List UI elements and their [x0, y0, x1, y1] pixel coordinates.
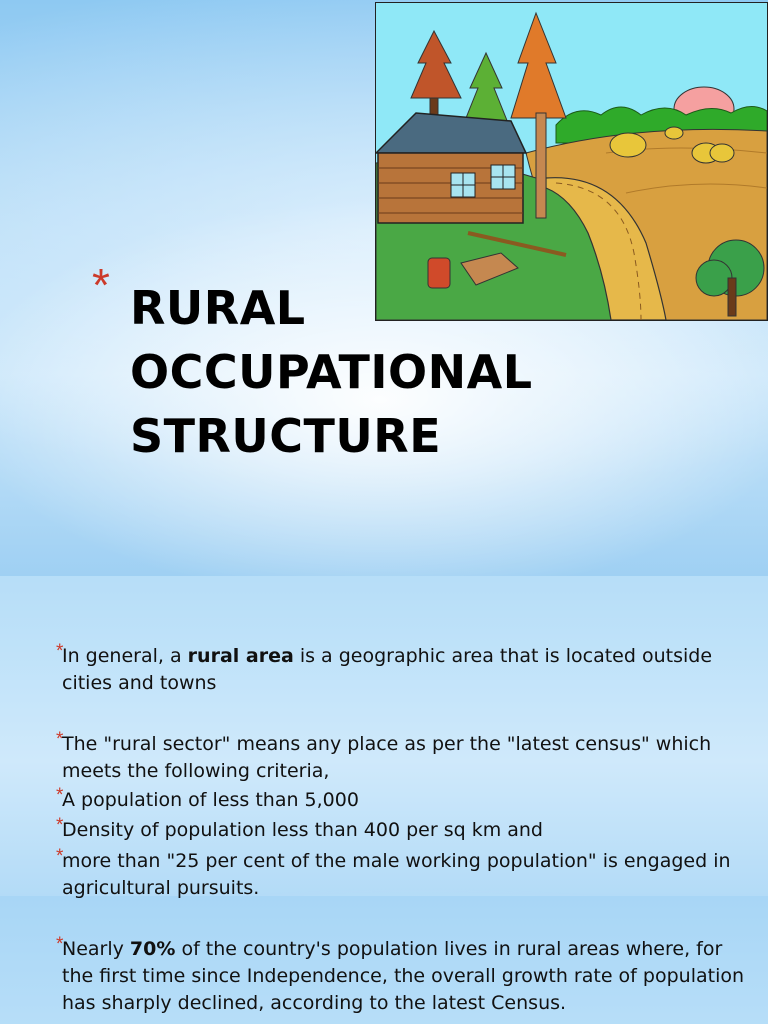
title-line: STRUCTURE [130, 409, 442, 463]
bullet-text: more than "25 per cent of the male working population" is engaged in agricultural pursuits. [62, 850, 731, 899]
bullet-text-part: is a geographic area that is located outside cities and towns [62, 645, 713, 694]
bullet-item [56, 848, 746, 902]
content-slide [0, 576, 768, 1024]
rural-scene-illustration [375, 2, 768, 321]
title-line: RURAL [130, 281, 306, 335]
bullet-text: The "rural sector" means any place as per the "latest census" which meets the following criteria, [62, 733, 712, 782]
bullet-item [56, 936, 746, 1017]
title-bullet-star: * [92, 259, 110, 311]
bullet-item [56, 643, 746, 697]
bullet-star: * [56, 846, 64, 867]
slide-title [130, 276, 533, 468]
rural-scene-svg [376, 3, 767, 320]
bullet-star: * [56, 815, 64, 836]
bullet-item [56, 787, 746, 814]
bullet-text-part: In general, a [62, 645, 188, 667]
bullet-text [56, 643, 746, 697]
bullet-text-part: of the country's population lives in rural areas where, for the first time since Independence, the overall growth rate of population has sharply declined, according to the latest Census. [62, 938, 745, 1014]
bullet-text-bold: 70% [129, 938, 176, 960]
bullet-star: * [56, 729, 64, 750]
bullet-item [56, 731, 746, 785]
title-line: OCCUPATIONAL [130, 345, 533, 399]
bullet-star: * [56, 641, 64, 662]
bullet-item [56, 817, 746, 844]
bullet-text-part: Nearly [62, 938, 130, 960]
bullet-text: A population of less than 5,000 [62, 789, 359, 811]
bullet-star: * [56, 934, 64, 955]
bullet-text: Density of population less than 400 per sq km and [62, 819, 543, 841]
bullet-text-bold: rural area [187, 645, 294, 667]
bullet-text [56, 936, 746, 1017]
bullet-star: * [56, 785, 64, 806]
